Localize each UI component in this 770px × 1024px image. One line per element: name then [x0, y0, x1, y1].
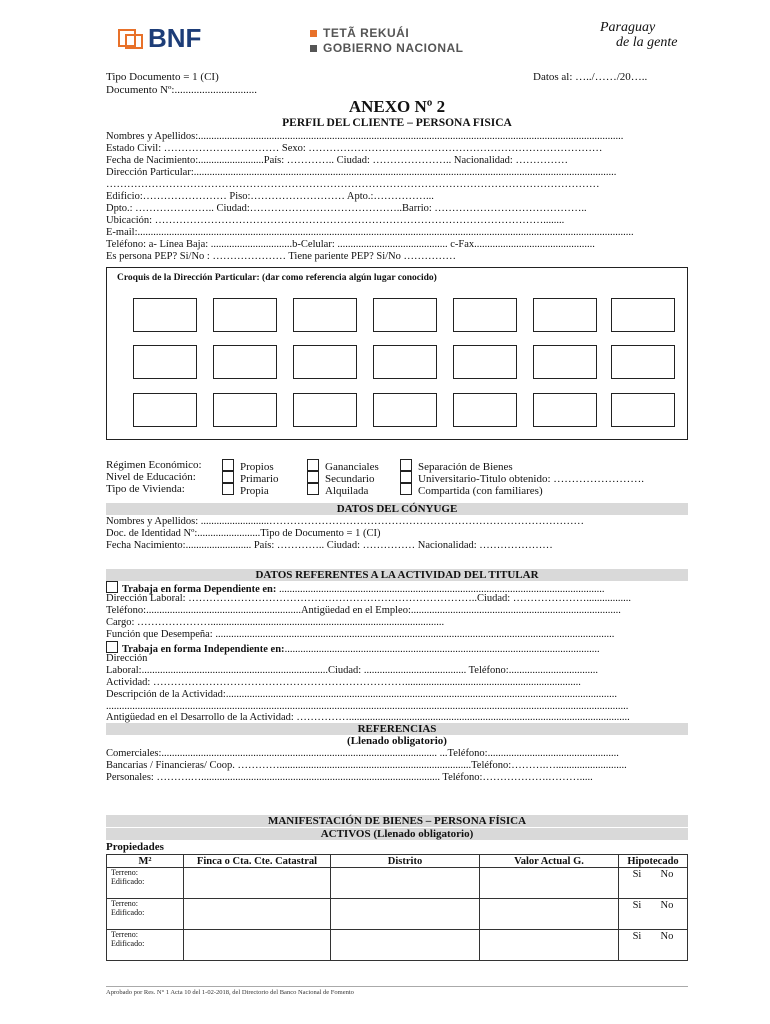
page-title: ANEXO Nº 2 — [348, 97, 446, 116]
croquis-cell — [453, 393, 517, 427]
croquis-cell — [611, 345, 675, 379]
propiedades-label: Propiedades — [106, 841, 164, 853]
direccion-laboral-field[interactable]: Dirección Laboral: ………………………………………………………………………..Ciudad: …………………................. — [106, 593, 631, 604]
email-field[interactable]: E-mail:............................................................................................................................................................................................. — [106, 227, 634, 238]
table-cell[interactable] — [184, 868, 331, 899]
gov-logo — [310, 26, 464, 55]
regimen-option[interactable]: Propios — [222, 459, 274, 473]
conyuge-doc-field[interactable]: Doc. de Identidad Nº:........................Tipo de Documento = 1 (CI) — [106, 528, 381, 539]
table-row — [107, 899, 688, 930]
table-cell-m2[interactable]: Terreno: Edificado: — [107, 930, 184, 961]
table-cell[interactable] — [184, 930, 331, 961]
pep-field[interactable]: Es persona PEP? Si/No : ………………… Tiene pariente PEP? Si/No …………… — [106, 251, 456, 262]
referencias-header: REFERENCIAS — [106, 723, 688, 735]
bienes-header: MANIFESTACIÓN DE BIENES – PERSONA FÍSICA — [106, 815, 688, 827]
croquis-cell — [133, 393, 197, 427]
checkbox[interactable] — [400, 459, 412, 471]
descripcion-field[interactable]: Descripción de la Actividad:..................................................................................................................................................... — [106, 689, 617, 700]
croquis-cell — [293, 345, 357, 379]
checkbox[interactable] — [106, 641, 118, 653]
referencias-sub: (Llenado obligatorio) — [347, 735, 447, 747]
tipo-documento: Tipo Documento = 1 (CI) — [106, 71, 219, 83]
croquis-cell — [533, 345, 597, 379]
croquis-cell — [453, 298, 517, 332]
table-row — [107, 868, 688, 899]
croquis-cell — [611, 298, 675, 332]
direccion-field[interactable]: Dirección Particular:................................................................................................................................................................. — [106, 167, 617, 178]
cargo-field[interactable]: Cargo: …………………......................................................................................... — [106, 617, 445, 628]
table-row — [107, 930, 688, 961]
vivienda-option[interactable]: Propia — [222, 483, 269, 497]
table-cell[interactable] — [331, 899, 480, 930]
croquis-cell — [373, 345, 437, 379]
conyuge-fecha-field[interactable]: Fecha Nacimiento:......................... País: ………….. Ciudad: …………… Nacionalidad: ………………… — [106, 540, 553, 551]
croquis-cell — [293, 393, 357, 427]
edificio-field[interactable]: Edificio:…………………… Piso:……………………… Apto.:……………... — [106, 191, 434, 202]
gov-square-gray — [310, 45, 317, 52]
bnf-logo-icon — [118, 26, 148, 50]
conyuge-header: DATOS DEL CÓNYUGE — [106, 503, 688, 515]
croquis-cell — [611, 393, 675, 427]
checkbox[interactable] — [106, 581, 118, 593]
slogan-line1: Paraguay — [600, 20, 656, 35]
checkbox[interactable] — [400, 483, 412, 495]
nombres-field[interactable]: Nombres y Apellidos:.................................................................................................................................................................. — [106, 131, 624, 142]
table-cell[interactable] — [480, 930, 619, 961]
educacion-option[interactable]: Primario — [222, 471, 279, 485]
gov-line1: TETÃ REKUÁI — [323, 26, 410, 40]
table-cell-m2[interactable]: Terreno: Edificado: — [107, 868, 184, 899]
descripcion-cont-field[interactable]: ....................................................................................................................................................................................................... — [106, 701, 629, 712]
croquis-cell — [133, 298, 197, 332]
actividad-field[interactable]: Actividad: ………………………………………………………………................................................................... — [106, 677, 581, 688]
ref-bancarias-field[interactable]: Bancarias / Financieras/ Coop. ………….........................................................................Teléfono:……….…........................... — [106, 760, 627, 771]
croquis-cell — [533, 393, 597, 427]
educacion-label: Nivel de Educación: — [106, 471, 196, 483]
conyuge-nombres-field[interactable]: Nombres y Apellidos: ..........................……………………………………………………………………………… — [106, 516, 585, 527]
regimen-option[interactable]: Separación de Bienes — [400, 459, 513, 473]
col-distrito: Distrito — [331, 855, 480, 868]
table-cell[interactable] — [480, 868, 619, 899]
documento-numero: Documento Nº:.............................. — [106, 84, 257, 96]
table-cell[interactable] — [331, 868, 480, 899]
gov-square-orange — [310, 30, 317, 37]
checkbox[interactable] — [222, 471, 234, 483]
vivienda-option[interactable]: Compartida (con familiares) — [400, 483, 543, 497]
direccion-label: Dirección — [106, 653, 148, 664]
croquis-cell — [373, 298, 437, 332]
slogan-line2: de la gente — [616, 35, 678, 50]
funcion-field[interactable]: Función que Desempeña: ........................................................................................................................................................ — [106, 629, 615, 640]
croquis-cell — [533, 298, 597, 332]
croquis-cell — [373, 393, 437, 427]
bnf-logo — [118, 24, 216, 54]
table-cell-hipotecado[interactable]: Si No — [619, 868, 688, 899]
checkbox[interactable] — [307, 483, 319, 495]
bnf-logo-text: BNF — [148, 23, 202, 53]
propiedades-table — [106, 854, 688, 961]
croquis-cell — [133, 345, 197, 379]
telefono-laboral-field[interactable]: Teléfono:...........................................................Antigüedad en el Empleo:................................................................................ — [106, 605, 621, 616]
slogan — [600, 20, 690, 50]
footer-divider — [106, 986, 688, 987]
regimen-option[interactable]: Gananciales — [307, 459, 379, 473]
table-header-row — [107, 855, 688, 868]
telefono-field[interactable]: Teléfono: a- Línea Baja: ...............................b-Celular: .......................................... c-Fax.............................................. — [106, 239, 595, 250]
antiguedad-field[interactable]: Antigüedad en el Desarrollo de la Actividad: ……………........................................................................................................... — [106, 712, 630, 723]
croquis-cell — [213, 345, 277, 379]
vivienda-option[interactable]: Alquilada — [307, 483, 368, 497]
croquis-cell — [213, 393, 277, 427]
fecha-nac-field[interactable]: Fecha de Nacimiento:.........................País: ………….. Ciudad: ………………….. Nacionalidad: …………… — [106, 155, 568, 166]
checkbox[interactable] — [400, 471, 412, 483]
croquis-cell — [453, 345, 517, 379]
ubicacion-field[interactable]: Ubicación: …………………………………………………………………………………………………........ — [106, 215, 565, 226]
vivienda-label: Tipo de Vivienda: — [106, 483, 185, 495]
croquis-cell — [293, 298, 357, 332]
direccion-cont-field[interactable]: …………………………………………………………………………………………………………………………… — [106, 179, 600, 190]
croquis-cell — [213, 298, 277, 332]
table-cell-hipotecado[interactable]: Si No — [619, 899, 688, 930]
croquis-label: Croquis de la Dirección Particular: (dar como referencia algún lugar conocido) — [117, 273, 437, 283]
col-valor: Valor Actual G. — [480, 855, 619, 868]
table-cell[interactable] — [184, 899, 331, 930]
estado-civil-field[interactable]: Estado Civil: …………………………… Sexo: ………………………………………………………………………… — [106, 143, 603, 154]
table-cell-hipotecado[interactable]: Si No — [619, 930, 688, 961]
checkbox[interactable] — [222, 459, 234, 471]
table-cell-m2[interactable]: Terreno: Edificado: — [107, 899, 184, 930]
table-cell[interactable] — [331, 930, 480, 961]
dependiente-row[interactable]: Trabaja en forma Dependiente en: ............................................................................................................................ — [106, 581, 605, 596]
checkbox[interactable] — [307, 471, 319, 483]
ref-personales-field[interactable]: Personales: ……….…........................................................................................... Teléfono:……………….………..... — [106, 772, 593, 783]
independiente-row[interactable]: Trabaja en forma Independiente en:........................................................................................................................ — [106, 641, 600, 656]
regimen-label: Régimen Económico: — [106, 459, 202, 471]
educacion-option[interactable]: Universitario-Titulo obtenido: ……………………. — [400, 471, 644, 485]
checkbox[interactable] — [307, 459, 319, 471]
ref-comerciales-field[interactable]: Comerciales:......................................................................................................... ...Teléfono:.................................................. — [106, 748, 619, 759]
col-hipotecado: Hipotecado — [619, 855, 688, 868]
footer-text: Aprobado por Res. N° 1 Acta 10 del 1-02-2018, del Directorio del Banco Nacional de Fomento — [106, 989, 354, 996]
dpto-field[interactable]: Dpto.: ………………….. Ciudad:……………………………………..Barrio: …………………………………….. — [106, 203, 587, 214]
col-finca: Finca o Cta. Cte. Catastral — [184, 855, 331, 868]
laboral-independiente-field[interactable]: Laboral:.......................................................................Ciudad: ....................................... Teléfono:.................................. — [106, 665, 598, 676]
educacion-option[interactable]: Secundario — [307, 471, 374, 485]
col-m2: M² — [107, 855, 184, 868]
page-subtitle: PERFIL DEL CLIENTE – PERSONA FISICA — [282, 117, 512, 129]
activos-header: ACTIVOS (Llenado obligatorio) — [106, 828, 688, 840]
gov-line2: GOBIERNO NACIONAL — [323, 41, 464, 55]
datos-al: Datos al: …../……/20….. — [533, 71, 648, 83]
table-cell[interactable] — [480, 899, 619, 930]
actividad-header: DATOS REFERENTES A LA ACTIVIDAD DEL TITULAR — [106, 569, 688, 581]
checkbox[interactable] — [222, 483, 234, 495]
